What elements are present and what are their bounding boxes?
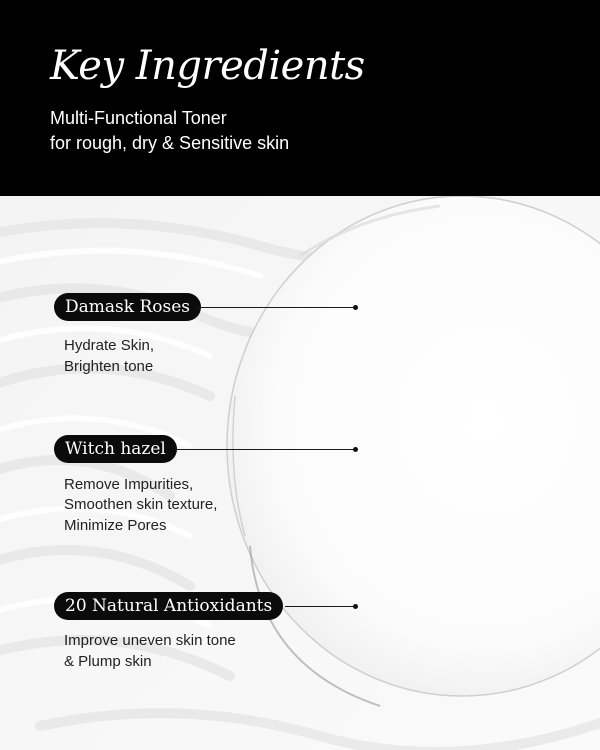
ingredient-label-witch-hazel: Witch hazel [54, 435, 177, 463]
subtitle-line-1: Multi-Functional Toner [50, 108, 227, 128]
page-title: Key Ingredients [50, 43, 365, 89]
ingredient-label-damask-roses: Damask Roses [54, 293, 201, 321]
leader-dot [353, 447, 358, 452]
ingredient-benefit: Hydrate Skin, [64, 337, 155, 354]
leader-dot [353, 604, 358, 609]
subtitle-line-2: for rough, dry & Sensitive skin [50, 133, 290, 153]
ingredient-benefit: Remove Impurities, [64, 476, 194, 493]
ingredient-benefit: Minimize Pores [64, 517, 167, 534]
leader-dot [353, 305, 358, 310]
ingredient-benefit: & Plump skin [64, 653, 152, 670]
ingredient-benefit: Improve uneven skin tone [64, 632, 236, 649]
ingredient-benefit: Smoothen skin texture, [64, 496, 218, 513]
ingredient-label-natural-antioxidants: 20 Natural Antioxidants [54, 592, 283, 620]
leader-line [197, 307, 355, 308]
leader-line [285, 606, 355, 607]
leader-line [175, 449, 355, 450]
ingredient-benefit: Brighten tone [64, 358, 154, 375]
header-banner [0, 0, 600, 196]
